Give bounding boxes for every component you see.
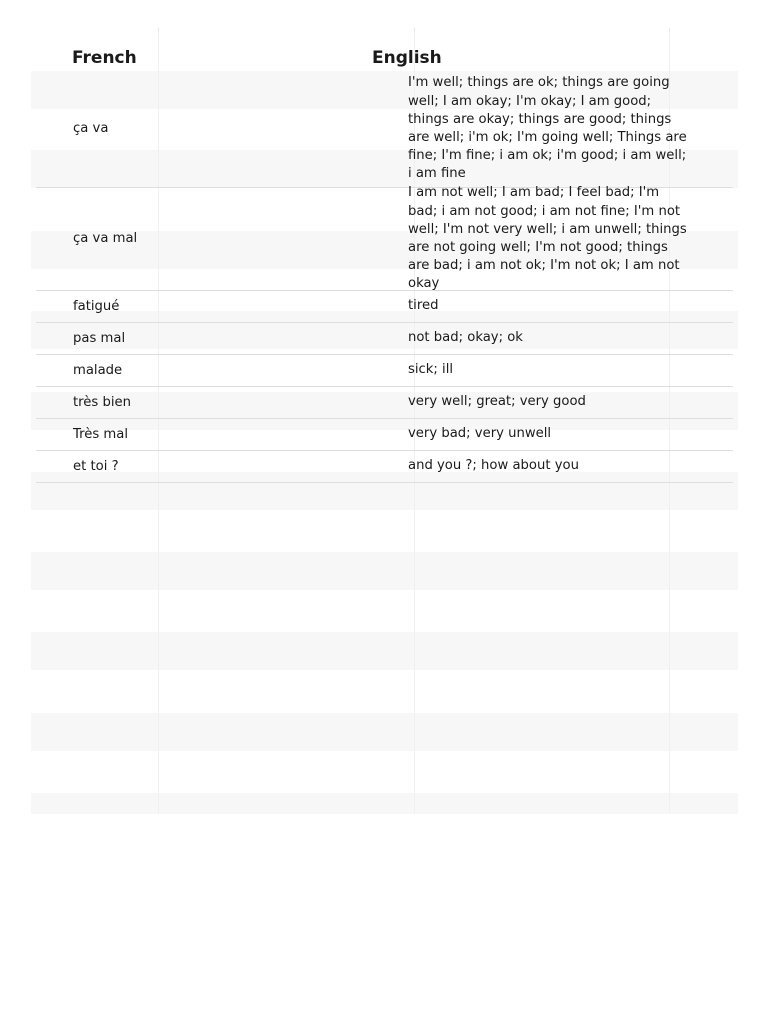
french-term: très bien <box>73 394 131 410</box>
table-row <box>36 387 733 419</box>
table-row <box>36 419 733 451</box>
table-row <box>36 71 733 188</box>
french-term: ça va <box>73 121 109 136</box>
english-translation: very well; great; very good <box>408 394 586 410</box>
header-french: French <box>72 48 137 68</box>
french-term: fatigué <box>73 298 120 314</box>
english-translation: very bad; very unwell <box>408 426 552 442</box>
table-row <box>36 185 733 292</box>
french-term: et toi ? <box>73 458 119 474</box>
header-english: English <box>372 48 442 68</box>
french-term: Très mal <box>73 426 129 442</box>
english-translation: and you ?; how about you <box>408 458 579 474</box>
table-row <box>36 323 733 355</box>
english-translation: not bad; okay; ok <box>408 330 523 346</box>
vocabulary-table <box>36 46 733 483</box>
table-header <box>36 46 733 71</box>
french-term: ça va mal <box>73 231 138 246</box>
english-translation: I am not well; I am bad; I feel bad; I'm bad; i am not good; i am not fine; I'm not well; I'm not very well; i am unwell; things are not going well; I'm not good; things are bad; i am not ok; I'm not ok; I am not okay <box>408 185 687 292</box>
english-translation: sick; ill <box>408 362 454 378</box>
french-term: pas mal <box>73 330 126 346</box>
french-term: malade <box>73 362 123 378</box>
table-row <box>36 451 733 483</box>
table-row <box>36 355 733 387</box>
english-translation: tired <box>408 298 439 314</box>
table-row <box>36 291 733 323</box>
english-translation: I'm well; things are ok; things are going well; I am okay; I'm okay; I am good; things are okay; things are good; things are well; i'm ok; I'm going well; Things are fine; I'm fine; i am ok; i'm good; i am well; i am fine <box>408 75 687 182</box>
